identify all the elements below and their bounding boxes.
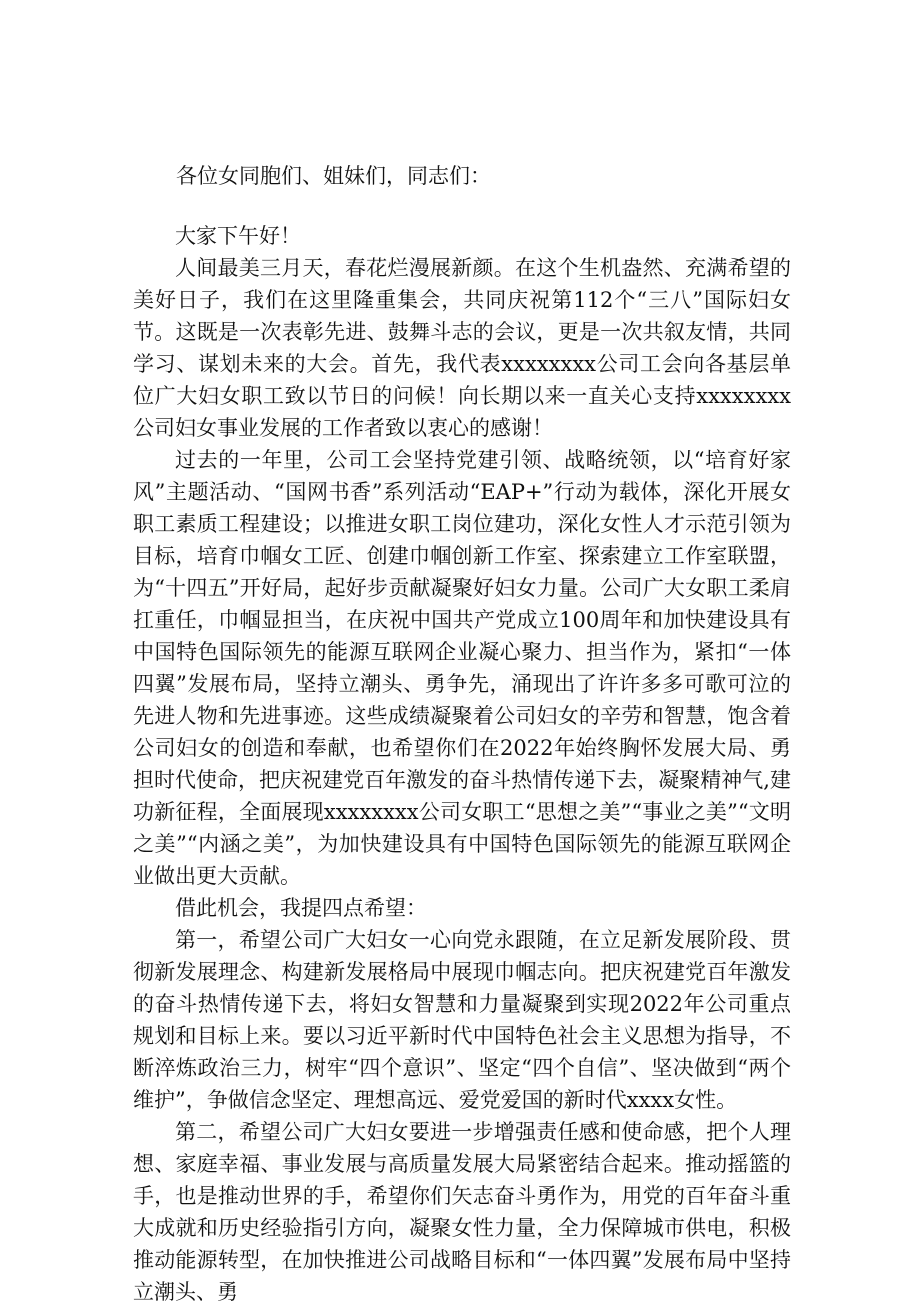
hope-first-paragraph: 第一，希望公司广大妇女一心向党永跟随，在立足新发展阶段、贯彻新发展理念、构建新发展格局中展现巾帼志向。把庆祝建党百年激发的奋斗热情传递下去，将妇女智慧和力量凝聚到实现2022年公司重点规划和目标上来。要以习近平新时代中国特色社会主义思想为指导，不断淬炼政治三力，树牢“四个意识”、坚定“四个自信”、坚决做到“两个维护”，争做信念坚定、理想高远、爱党爱国的新时代xxxx女性。 <box>133 928 791 1112</box>
hopes-intro-paragraph: 借此机会，我提四点希望： <box>175 896 427 920</box>
document-body <box>133 220 791 1308</box>
hope-second-paragraph: 第二，希望公司广大妇女要进一步增强责任感和使命感，把个人理想、家庭幸福、事业发展与高质量发展大局紧密结合起来。推动摇篮的手，也是推动世界的手，希望你们矢志奋斗勇作为，用党的百年奋斗重大成就和历史经验指引方向，凝聚女性力量，全力保障城市供电，积极推动能源转型，在加快推进公司战略目标和“一体四翼”发展布局中坚持立潮头、勇 <box>133 1120 791 1304</box>
greeting-paragraph: 大家下午好！ <box>175 224 301 248</box>
opening-paragraph: 人间最美三月天，春花烂漫展新颜。在这个生机盎然、充满希望的美好日子，我们在这里隆重集会，共同庆祝第112个“三八”国际妇女节。这既是一次表彰先进、鼓舞斗志的会议，更是一次共叙友情，共同学习、谋划未来的大会。首先，我代表xxxxxxxx公司工会向各基层单位广大妇女职工致以节日的问候！向长期以来一直关心支持xxxxxxxx公司妇女事业发展的工作者致以衷心的感谢！ <box>133 256 791 440</box>
salutation: 各位女同胞们、姐妹们，同志们： <box>176 164 491 188</box>
review-paragraph: 过去的一年里，公司工会坚持党建引领、战略统领，以“培育好家风”主题活动、“国网书香”系列活动“EAP+”行动为载体，深化开展女职工素质工程建设；以推进女职工岗位建功，深化女性人才示范引领为目标，培育巾帼女工匠、创建巾帼创新工作室、探索建立工作室联盟，为“十四五”开好局，起好步贡献凝聚好妇女力量。公司广大女职工柔肩扛重任，巾帼显担当，在庆祝中国共产党成立100周年和加快建设具有中国特色国际领先的能源互联网企业凝心聚力、担当作为，紧扣“一体四翼”发展布局，坚持立潮头、勇争先，涌现出了许许多多可歌可泣的先进人物和先进事迹。这些成绩凝聚着公司妇女的辛劳和智慧，饱含着公司妇女的创造和奉献，也希望你们在2022年始终胸怀发展大局、勇担时代使命，把庆祝建党百年激发的奋斗热情传递下去，凝聚精神气,建功新征程，全面展现xxxxxxxx公司女职工“思想之美”“事业之美”“文明之美”“内涵之美”，为加快建设具有中国特色国际领先的能源互联网企业做出更大贡献。 <box>133 448 791 888</box>
